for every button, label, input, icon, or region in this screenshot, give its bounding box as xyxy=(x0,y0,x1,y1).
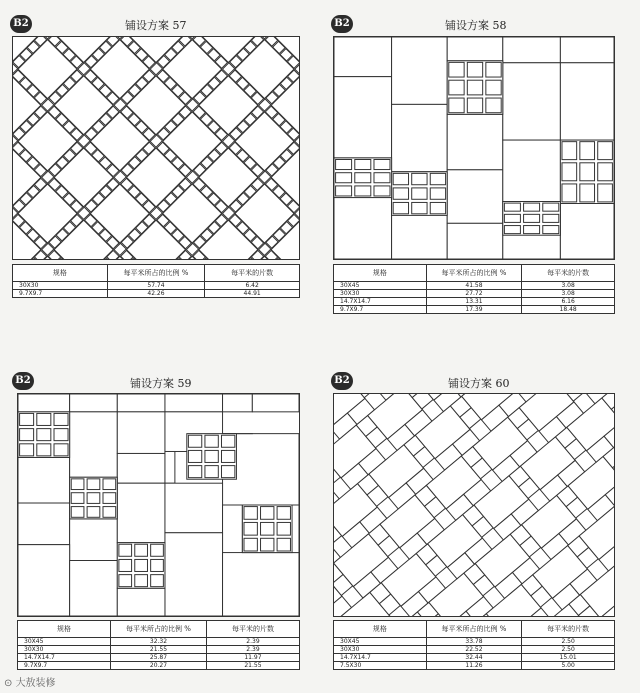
large-tile xyxy=(503,37,561,63)
header-ratio: 每平米所占的比例 % xyxy=(107,265,205,282)
table-row: 9.7X9.7 17.39 18.48 xyxy=(334,306,615,314)
small-tile xyxy=(277,522,290,535)
large-tile xyxy=(560,63,614,140)
small-tile xyxy=(205,435,218,447)
tile-plan-57 xyxy=(12,36,300,260)
small-tile xyxy=(71,507,84,518)
small-tile xyxy=(486,62,501,77)
small-tile xyxy=(336,173,352,183)
header-pieces: 每平米的片数 xyxy=(522,621,615,638)
small-tile xyxy=(580,142,595,160)
small-tile xyxy=(486,98,501,113)
small-tile xyxy=(244,522,257,535)
header-pieces: 每平米的片数 xyxy=(206,621,299,638)
small-tile xyxy=(71,479,84,490)
large-tile xyxy=(447,223,503,259)
small-tile xyxy=(87,479,100,490)
large-tile xyxy=(70,519,118,561)
small-tile xyxy=(87,507,100,518)
large-tile xyxy=(117,588,165,616)
small-tile xyxy=(543,203,559,211)
small-tile xyxy=(374,173,390,183)
small-tile xyxy=(244,507,257,520)
small-tile xyxy=(580,163,595,181)
small-tile xyxy=(355,186,371,196)
panel-badge: B2 xyxy=(10,15,32,33)
large-tile xyxy=(18,545,70,616)
header-spec: 规格 xyxy=(18,621,111,638)
small-tile xyxy=(54,444,68,456)
small-tile xyxy=(135,544,148,556)
large-tile xyxy=(117,483,165,542)
table-row: 9.7X9.7 20.27 21.55 xyxy=(18,662,300,670)
small-tile xyxy=(151,544,164,556)
table-row: 14.7X14.7 13.31 6.16 xyxy=(334,298,615,306)
panel-badge: B2 xyxy=(331,15,353,33)
table-row: 30X30 57.74 6.42 xyxy=(13,282,300,290)
header-spec: 规格 xyxy=(334,265,427,282)
small-tile xyxy=(151,559,164,571)
small-tile xyxy=(374,159,390,169)
watermark xyxy=(4,674,56,689)
small-tile xyxy=(119,559,132,571)
small-tile xyxy=(221,435,234,447)
large-tile xyxy=(70,561,118,617)
small-tile xyxy=(580,184,595,202)
watermark-text: 大敖装修 xyxy=(15,678,56,689)
small-tile xyxy=(244,538,257,551)
table-header-row xyxy=(334,265,615,282)
small-tile xyxy=(393,202,408,213)
small-tile xyxy=(393,173,408,184)
large-tile xyxy=(560,37,614,63)
small-tile xyxy=(467,62,482,77)
small-tile xyxy=(261,538,274,551)
large-tile xyxy=(223,553,299,616)
large-tile xyxy=(117,394,165,412)
panel-title: 铺设方案 57 xyxy=(125,19,187,32)
small-tile xyxy=(467,80,482,95)
small-tile xyxy=(336,159,352,169)
large-tile xyxy=(560,204,614,260)
small-tile xyxy=(37,413,51,425)
large-tile xyxy=(334,198,392,259)
table-row: 14.7X14.7 25.87 11.97 xyxy=(18,654,300,662)
large-tile xyxy=(18,503,70,545)
small-tile xyxy=(188,450,201,462)
small-tile xyxy=(20,444,34,456)
panel-badge: B2 xyxy=(331,372,353,390)
small-tile xyxy=(543,226,559,234)
header-spec: 规格 xyxy=(13,265,108,282)
spec-table-60 xyxy=(333,620,615,670)
small-tile xyxy=(135,575,148,587)
spec-table-58 xyxy=(333,264,615,314)
small-tile xyxy=(562,142,577,160)
table-row: 7.5X30 11.26 5.00 xyxy=(334,662,615,670)
small-tile xyxy=(412,173,427,184)
table-row: 30X30 27.72 3.08 xyxy=(334,290,615,298)
spec-table-57 xyxy=(12,264,300,298)
small-tile xyxy=(37,444,51,456)
small-tile xyxy=(412,188,427,199)
table-header-row xyxy=(18,621,300,638)
large-tile xyxy=(447,170,503,224)
small-tile xyxy=(412,202,427,213)
large-tile xyxy=(117,453,165,483)
small-tile xyxy=(336,186,352,196)
small-tile xyxy=(598,184,613,202)
small-tile xyxy=(54,413,68,425)
small-tile xyxy=(71,493,84,504)
table-row: 9.7X9.7 42.26 44.91 xyxy=(13,290,300,298)
small-tile xyxy=(188,435,201,447)
small-tile xyxy=(504,226,520,234)
large-tile xyxy=(18,394,70,412)
large-tile xyxy=(223,394,253,412)
header-pieces: 每平米的片数 xyxy=(522,265,615,282)
tile-plan-60 xyxy=(333,393,615,617)
table-row: 30X30 22.52 2.50 xyxy=(334,646,615,654)
small-tile xyxy=(374,186,390,196)
panel-badge: B2 xyxy=(12,372,34,390)
large-tile xyxy=(447,37,503,61)
small-tile xyxy=(119,575,132,587)
header-ratio: 每平米所占的比例 % xyxy=(426,621,522,638)
small-tile xyxy=(54,429,68,441)
camera-icon: ⊙ xyxy=(4,678,16,689)
small-tile xyxy=(486,80,501,95)
large-tile xyxy=(70,394,118,412)
small-tile xyxy=(20,429,34,441)
small-tile xyxy=(261,507,274,520)
large-tile xyxy=(70,412,118,477)
large-tile xyxy=(334,77,392,158)
small-tile xyxy=(524,214,540,222)
small-tile xyxy=(103,493,116,504)
table-row: 14.7X14.7 32.44 15.01 xyxy=(334,654,615,662)
spec-table-59 xyxy=(17,620,300,670)
large-tile xyxy=(165,483,223,533)
table-row: 30X45 33.78 2.50 xyxy=(334,638,615,646)
small-tile xyxy=(261,522,274,535)
small-tile xyxy=(504,203,520,211)
table-row: 30X45 32.32 2.39 xyxy=(18,638,300,646)
small-tile xyxy=(20,413,34,425)
header-spec: 规格 xyxy=(334,621,427,638)
large-tile xyxy=(334,37,392,77)
small-tile xyxy=(37,429,51,441)
small-tile xyxy=(449,98,464,113)
small-tile xyxy=(598,163,613,181)
table-row: 30X45 41.58 3.08 xyxy=(334,282,615,290)
small-tile xyxy=(87,493,100,504)
large-tile xyxy=(165,451,175,483)
header-pieces: 每平米的片数 xyxy=(205,265,300,282)
large-tile xyxy=(117,412,165,454)
small-tile xyxy=(188,466,201,478)
large-tile xyxy=(165,533,223,616)
table-row: 30X30 21.55 2.39 xyxy=(18,646,300,654)
header-ratio: 每平米所占的比例 % xyxy=(111,621,207,638)
small-tile xyxy=(467,98,482,113)
large-tile xyxy=(503,63,561,140)
small-tile xyxy=(355,159,371,169)
small-tile xyxy=(562,163,577,181)
panel-title: 铺设方案 59 xyxy=(130,377,192,390)
small-tile xyxy=(205,466,218,478)
large-tile xyxy=(392,37,448,104)
header-ratio: 每平米所占的比例 % xyxy=(426,265,522,282)
tile-plan-59 xyxy=(17,393,300,617)
small-tile xyxy=(449,80,464,95)
small-tile xyxy=(449,62,464,77)
small-tile xyxy=(430,188,445,199)
small-tile xyxy=(119,544,132,556)
panel-title: 铺设方案 58 xyxy=(445,19,507,32)
small-tile xyxy=(355,173,371,183)
large-tile xyxy=(223,505,243,555)
small-tile xyxy=(524,226,540,234)
small-tile xyxy=(504,214,520,222)
large-tile xyxy=(252,394,299,412)
large-tile xyxy=(165,394,223,412)
table-header-row xyxy=(13,265,300,282)
small-tile xyxy=(221,450,234,462)
small-tile xyxy=(430,202,445,213)
small-tile xyxy=(221,466,234,478)
small-tile xyxy=(562,184,577,202)
large-tile xyxy=(392,104,448,171)
small-tile xyxy=(393,188,408,199)
large-tile xyxy=(503,140,561,201)
small-tile xyxy=(430,173,445,184)
small-tile xyxy=(598,142,613,160)
small-tile xyxy=(205,450,218,462)
small-tile xyxy=(103,479,116,490)
small-tile xyxy=(135,559,148,571)
panel-title: 铺设方案 60 xyxy=(448,377,510,390)
small-tile xyxy=(277,507,290,520)
tile-plan-58 xyxy=(333,36,615,260)
small-tile xyxy=(543,214,559,222)
small-tile xyxy=(524,203,540,211)
large-tile xyxy=(18,457,70,503)
small-tile xyxy=(277,538,290,551)
large-tile xyxy=(447,114,503,170)
small-tile xyxy=(103,507,116,518)
small-tile xyxy=(151,575,164,587)
table-header-row xyxy=(334,621,615,638)
